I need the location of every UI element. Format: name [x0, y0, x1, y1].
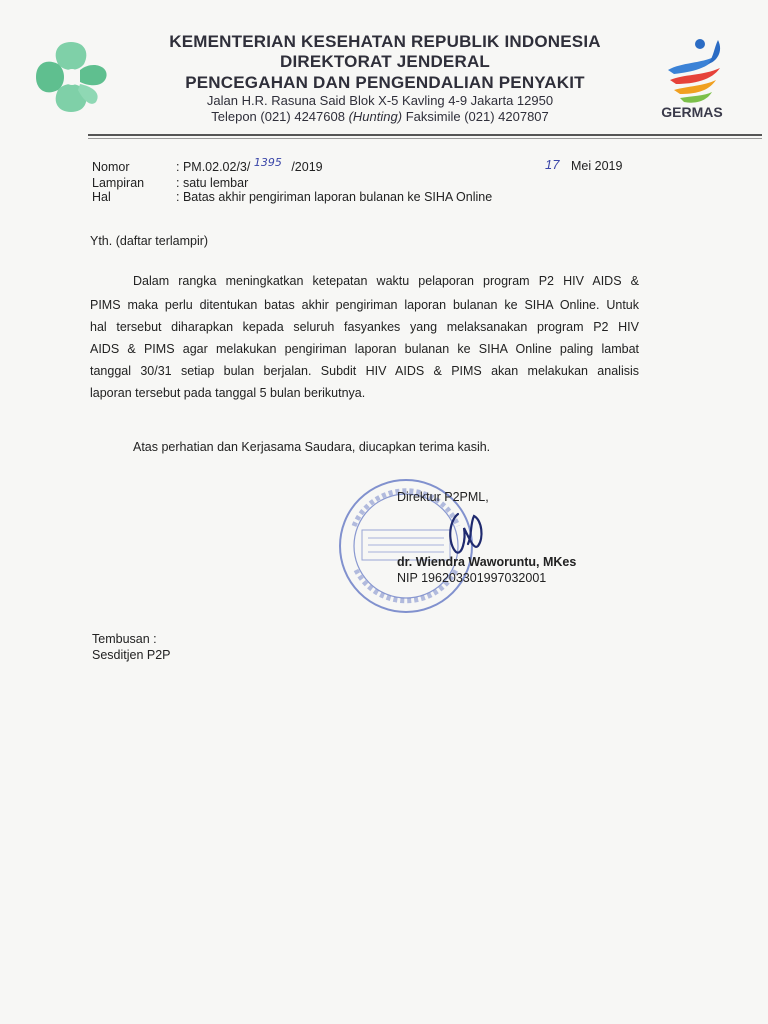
signatory-title: Direktur P2PML,	[397, 490, 489, 504]
germas-label: GERMAS	[661, 104, 723, 120]
paragraph-line: tanggal 30/31 setiap bulan berjalan. Subdit HIV AIDS & PIMS akan melakukan analisis	[90, 364, 639, 378]
kemenkes-logo-icon	[30, 36, 112, 118]
nomor-value	[176, 156, 323, 174]
header-rule	[88, 134, 762, 136]
phone-hunting-label: (Hunting)	[348, 109, 403, 124]
hal-value: : Batas akhir pengiriman laporan bulanan ke SIHA Online	[176, 190, 493, 204]
letter-date: Mei 2019	[571, 159, 623, 173]
paragraph-line: hal tersebut diharapkan kepada seluruh fasyankes yang melaksanakan program P2 HIV	[90, 320, 639, 334]
nomor-suffix: /2019	[291, 160, 323, 174]
paragraph-line: Dalam rangka meningkatkan ketepatan waktu pelaporan program P2 HIV AIDS &	[133, 274, 639, 288]
office-contacts	[120, 109, 640, 124]
office-address: Jalan H.R. Rasuna Said Blok X-5 Kavling 4-9 Jakarta 12950	[206, 93, 554, 108]
directorate-division: PENCEGAHAN DAN PENGENDALIAN PENYAKIT	[185, 73, 585, 92]
salutation: Yth. (daftar terlampir)	[90, 234, 209, 248]
phone-number: Telepon (021) 4247608	[211, 109, 345, 124]
closing-line: Atas perhatian dan Kerjasama Saudara, diucapkan terima kasih.	[133, 440, 491, 454]
nomor-handwritten: 1395	[253, 156, 282, 169]
cc-label: Tembusan :	[92, 632, 157, 646]
nomor-label: Nomor	[92, 160, 130, 174]
date-handwritten: 17	[545, 157, 560, 172]
lampiran-label: Lampiran	[92, 176, 145, 190]
fax-number: Faksimile (021) 4207807	[405, 109, 549, 124]
directorate-general: DIREKTORAT JENDERAL	[279, 52, 491, 71]
header-rule-thin	[88, 138, 762, 139]
handwritten-signature-icon	[444, 510, 488, 560]
nomor-prefix: : PM.02.02/3/	[176, 160, 251, 174]
paragraph-line: laporan tersebut pada tanggal 5 bulan berikutnya.	[90, 386, 366, 400]
cc-item: Sesditjen P2P	[92, 648, 171, 662]
ministry-name: KEMENTERIAN KESEHATAN REPUBLIK INDONESIA	[169, 32, 601, 51]
lampiran-value: : satu lembar	[176, 176, 249, 190]
signatory-name: dr. Wiendra Waworuntu, MKes	[397, 555, 577, 569]
hal-label: Hal	[92, 190, 111, 204]
paragraph-line: AIDS & PIMS agar melakukan pengiriman laporan bulanan ke SIHA Online paling lambat	[90, 342, 639, 356]
paragraph-line: PIMS maka perlu ditentukan batas akhir pengiriman laporan bulanan ke SIHA Online. Untuk	[90, 298, 639, 312]
signatory-nip: NIP 196203301997032001	[397, 571, 547, 585]
